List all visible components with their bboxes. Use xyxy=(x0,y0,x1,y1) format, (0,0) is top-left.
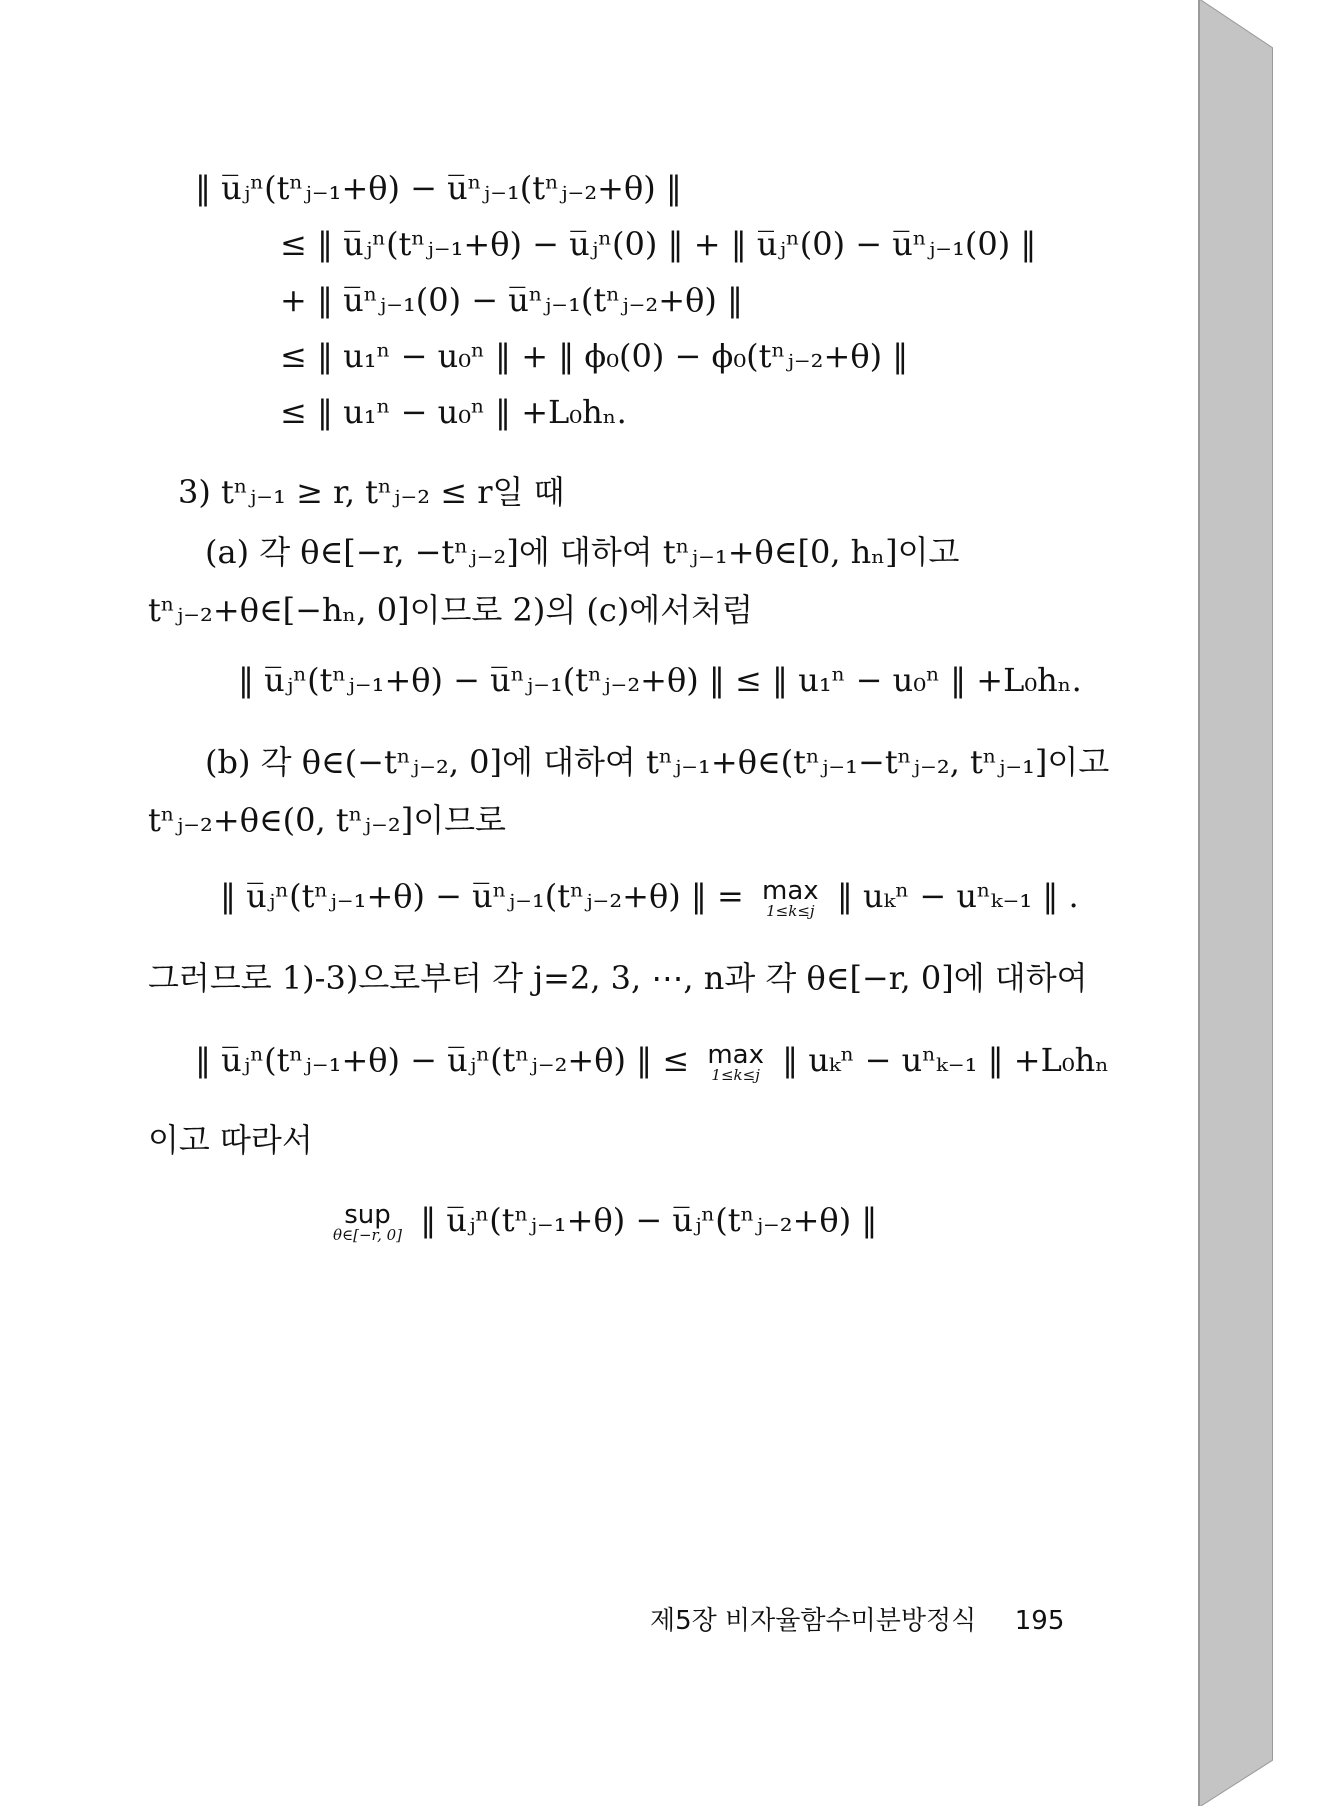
case-3b-equation-left: ‖ u̅ⱼⁿ(tⁿⱼ₋₁+θ) − u̅ⁿⱼ₋₁(tⁿⱼ₋₂+θ) ‖ = xyxy=(220,877,744,915)
sup-operator-limits: θ∈[−r, 0] xyxy=(333,1226,403,1244)
case-3-heading: 3) tⁿⱼ₋₁ ≥ r, tⁿⱼ₋₂ ≤ r일 때 xyxy=(178,473,565,511)
book-spine xyxy=(1200,0,1325,1806)
equation-line-4: ≤ ‖ u₁ⁿ − u₀ⁿ ‖ + ‖ ϕ₀(0) − ϕ₀(tⁿⱼ₋₂+θ) ‖ xyxy=(280,337,909,375)
equation-line-1: ‖ u̅ⱼⁿ(tⁿⱼ₋₁+θ) − u̅ⁿⱼ₋₁(tⁿⱼ₋₂+θ) ‖ xyxy=(195,169,682,207)
chapter-title: 제5장 비자율함수미분방정식 xyxy=(650,1606,977,1636)
sup-operator xyxy=(333,1202,402,1243)
max-operator-limits: 1≤k≤j xyxy=(766,902,815,920)
page-footer xyxy=(650,1600,1064,1637)
page-number: 195 xyxy=(1014,1606,1065,1636)
equation-line-3: + ‖ u̅ⁿⱼ₋₁(0) − u̅ⁿⱼ₋₁(tⁿⱼ₋₂+θ) ‖ xyxy=(280,281,743,319)
conclusion-equation-left: ‖ u̅ⱼⁿ(tⁿⱼ₋₁+θ) − u̅ⱼⁿ(tⁿⱼ₋₂+θ) ‖ ≤ xyxy=(195,1041,690,1079)
conclusion-line-2: 이고 따라서 xyxy=(148,1121,313,1159)
sup-operator-label: sup xyxy=(344,1200,391,1230)
sup-equation xyxy=(325,1200,877,1243)
case-3a-equation: ‖ u̅ⱼⁿ(tⁿⱼ₋₁+θ) − u̅ⁿⱼ₋₁(tⁿⱼ₋₂+θ) ‖ ≤ ‖ u₁ⁿ − u₀ⁿ ‖ +L₀hₙ. xyxy=(238,661,1082,699)
max-operator-limits: 1≤k≤j xyxy=(711,1066,760,1084)
max-operator-label: max xyxy=(707,1040,764,1070)
case-3a-line-1: (a) 각 θ∈[−r, −tⁿⱼ₋₂]에 대하여 tⁿⱼ₋₁+θ∈[0, hₙ]이고 xyxy=(205,533,960,571)
conclusion-line-1: 그러므로 1)-3)으로부터 각 j=2, 3, ⋯, n과 각 θ∈[−r, 0]에 대하여 xyxy=(148,959,1088,997)
sup-equation-right: ‖ u̅ⱼⁿ(tⁿⱼ₋₁+θ) − u̅ⱼⁿ(tⁿⱼ₋₂+θ) ‖ xyxy=(420,1201,878,1239)
conclusion-equation-right: ‖ uₖⁿ − uⁿₖ₋₁ ‖ +L₀hₙ xyxy=(782,1041,1110,1079)
equation-line-5: ≤ ‖ u₁ⁿ − u₀ⁿ ‖ +L₀hₙ. xyxy=(280,393,627,431)
max-operator-label: max xyxy=(762,876,819,906)
max-operator xyxy=(707,1042,764,1083)
case-3a-line-2: tⁿⱼ₋₂+θ∈[−hₙ, 0]이므로 2)의 (c)에서처럼 xyxy=(148,591,753,629)
conclusion-equation xyxy=(195,1040,1109,1083)
equation-line-2: ≤ ‖ u̅ⱼⁿ(tⁿⱼ₋₁+θ) − u̅ⱼⁿ(0) ‖ + ‖ u̅ⱼⁿ(0) − u̅ⁿⱼ₋₁(0) ‖ xyxy=(280,225,1037,263)
case-3b-equation xyxy=(220,876,1079,919)
case-3b-line-2: tⁿⱼ₋₂+θ∈(0, tⁿⱼ₋₂]이므로 xyxy=(148,801,506,839)
max-operator xyxy=(762,878,819,919)
case-3b-equation-right: ‖ uₖⁿ − uⁿₖ₋₁ ‖ . xyxy=(836,877,1079,915)
case-3b-line-1: (b) 각 θ∈(−tⁿⱼ₋₂, 0]에 대하여 tⁿⱼ₋₁+θ∈(tⁿⱼ₋₁−tⁿⱼ₋₂, tⁿⱼ₋₁]이고 xyxy=(205,743,1110,781)
